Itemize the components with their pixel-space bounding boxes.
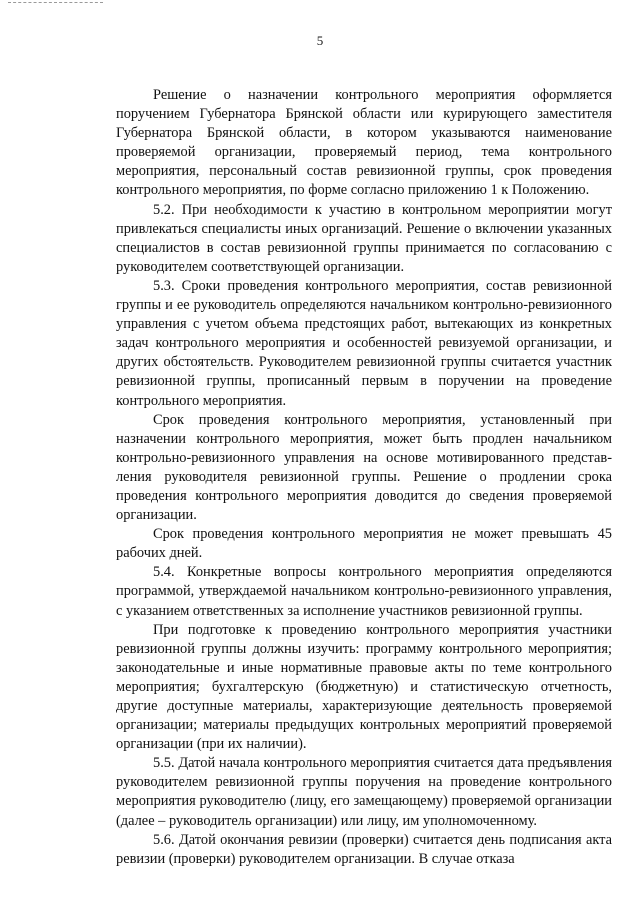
paragraph-preparation: При подготовке к проведению контрольного мероприятия участники ревизионной группы должны изучить: программу контрольного мероприятия; законодательные и иные нормативные правовые акты по теме контрольного мероприятия; бухгалтерскую (бюджетную) и статистическую отчетность, другие доступные материалы, характеризующие деятельность проверяемой организации; материалы предыдущих контрольных мероприятий проверяемой организации (при их наличии). [116,621,612,753]
scan-edge-mark [8,2,103,4]
paragraph-5-6: 5.6. Датой окончания ревизии (проверки) считается день подписания акта ревизии (проверки) руководителем организации. В случае отказа [116,831,612,867]
paragraph-term-limit: Срок проведения контрольного мероприятия не может превышать 45 рабочих дней. [116,526,612,562]
paragraph-5-4: 5.4. Конкретные вопросы контрольного мероприятия определяются программой, утверждаемой начальником контрольно-ревизионного управления, с указанием ответственных за исполнение участников ревизионной группы. [116,564,612,619]
paragraph-decision-form: Решение о назначении контрольного мероприятия оформляется поручением Губернатора Брянской области или курирующего заместителя Губернатора Брянской области, в котором указываются наименование проверяемой организации, проверяемый период, тема контрольного мероприятия, персональный состав ревизионной группы, срок проведения контрольного мероприятия, по форме согласно приложению 1 к Положению. [116,87,612,199]
document-body [116,86,612,869]
paragraph-5-2: 5.2. При необходимости к участию в контрольном мероприятии могут привлекаться специалисты иных организаций. Решение о включении указанных специалистов в состав ревизионной группы принимается по согласованию с руководителем соответствующей организации. [116,201,612,275]
paragraph-5-3: 5.3. Сроки проведения контрольного мероприятия, состав ревизионной группы и ее руководитель определяются начальником контрольно-ревизионного управления с учетом объема предстоящих работ, вытекающих из конкретных задач контрольного мероприятия и особенностей ревизуемой организации, и других обстоятельств. Руководителем ревизионной группы считается участник ревизионной группы, прописанный первым в поручении на проведение контрольного мероприятия. [116,277,612,409]
paragraph-5-5: 5.5. Датой начала контрольного мероприятия считается дата предъявления руководителем ревизионной группы поручения на проведение контрольного мероприятия руководителю (лицу, его замещающему) проверяемой организации (далее – руководитель организации) или лицу, им уполномоченному. [116,755,612,829]
paragraph-term-extension: Срок проведения контрольного мероприятия, установленный при назначении контрольного мероприятия, может быть продлен начальником контрольно-ревизионного управления на основе мотивированного представления руководителя ревизионной группы. Решение о продлении срока проведения контрольного мероприятия доводится до сведения проверяемой организации. [116,411,612,524]
page-number: 5 [316,33,324,48]
